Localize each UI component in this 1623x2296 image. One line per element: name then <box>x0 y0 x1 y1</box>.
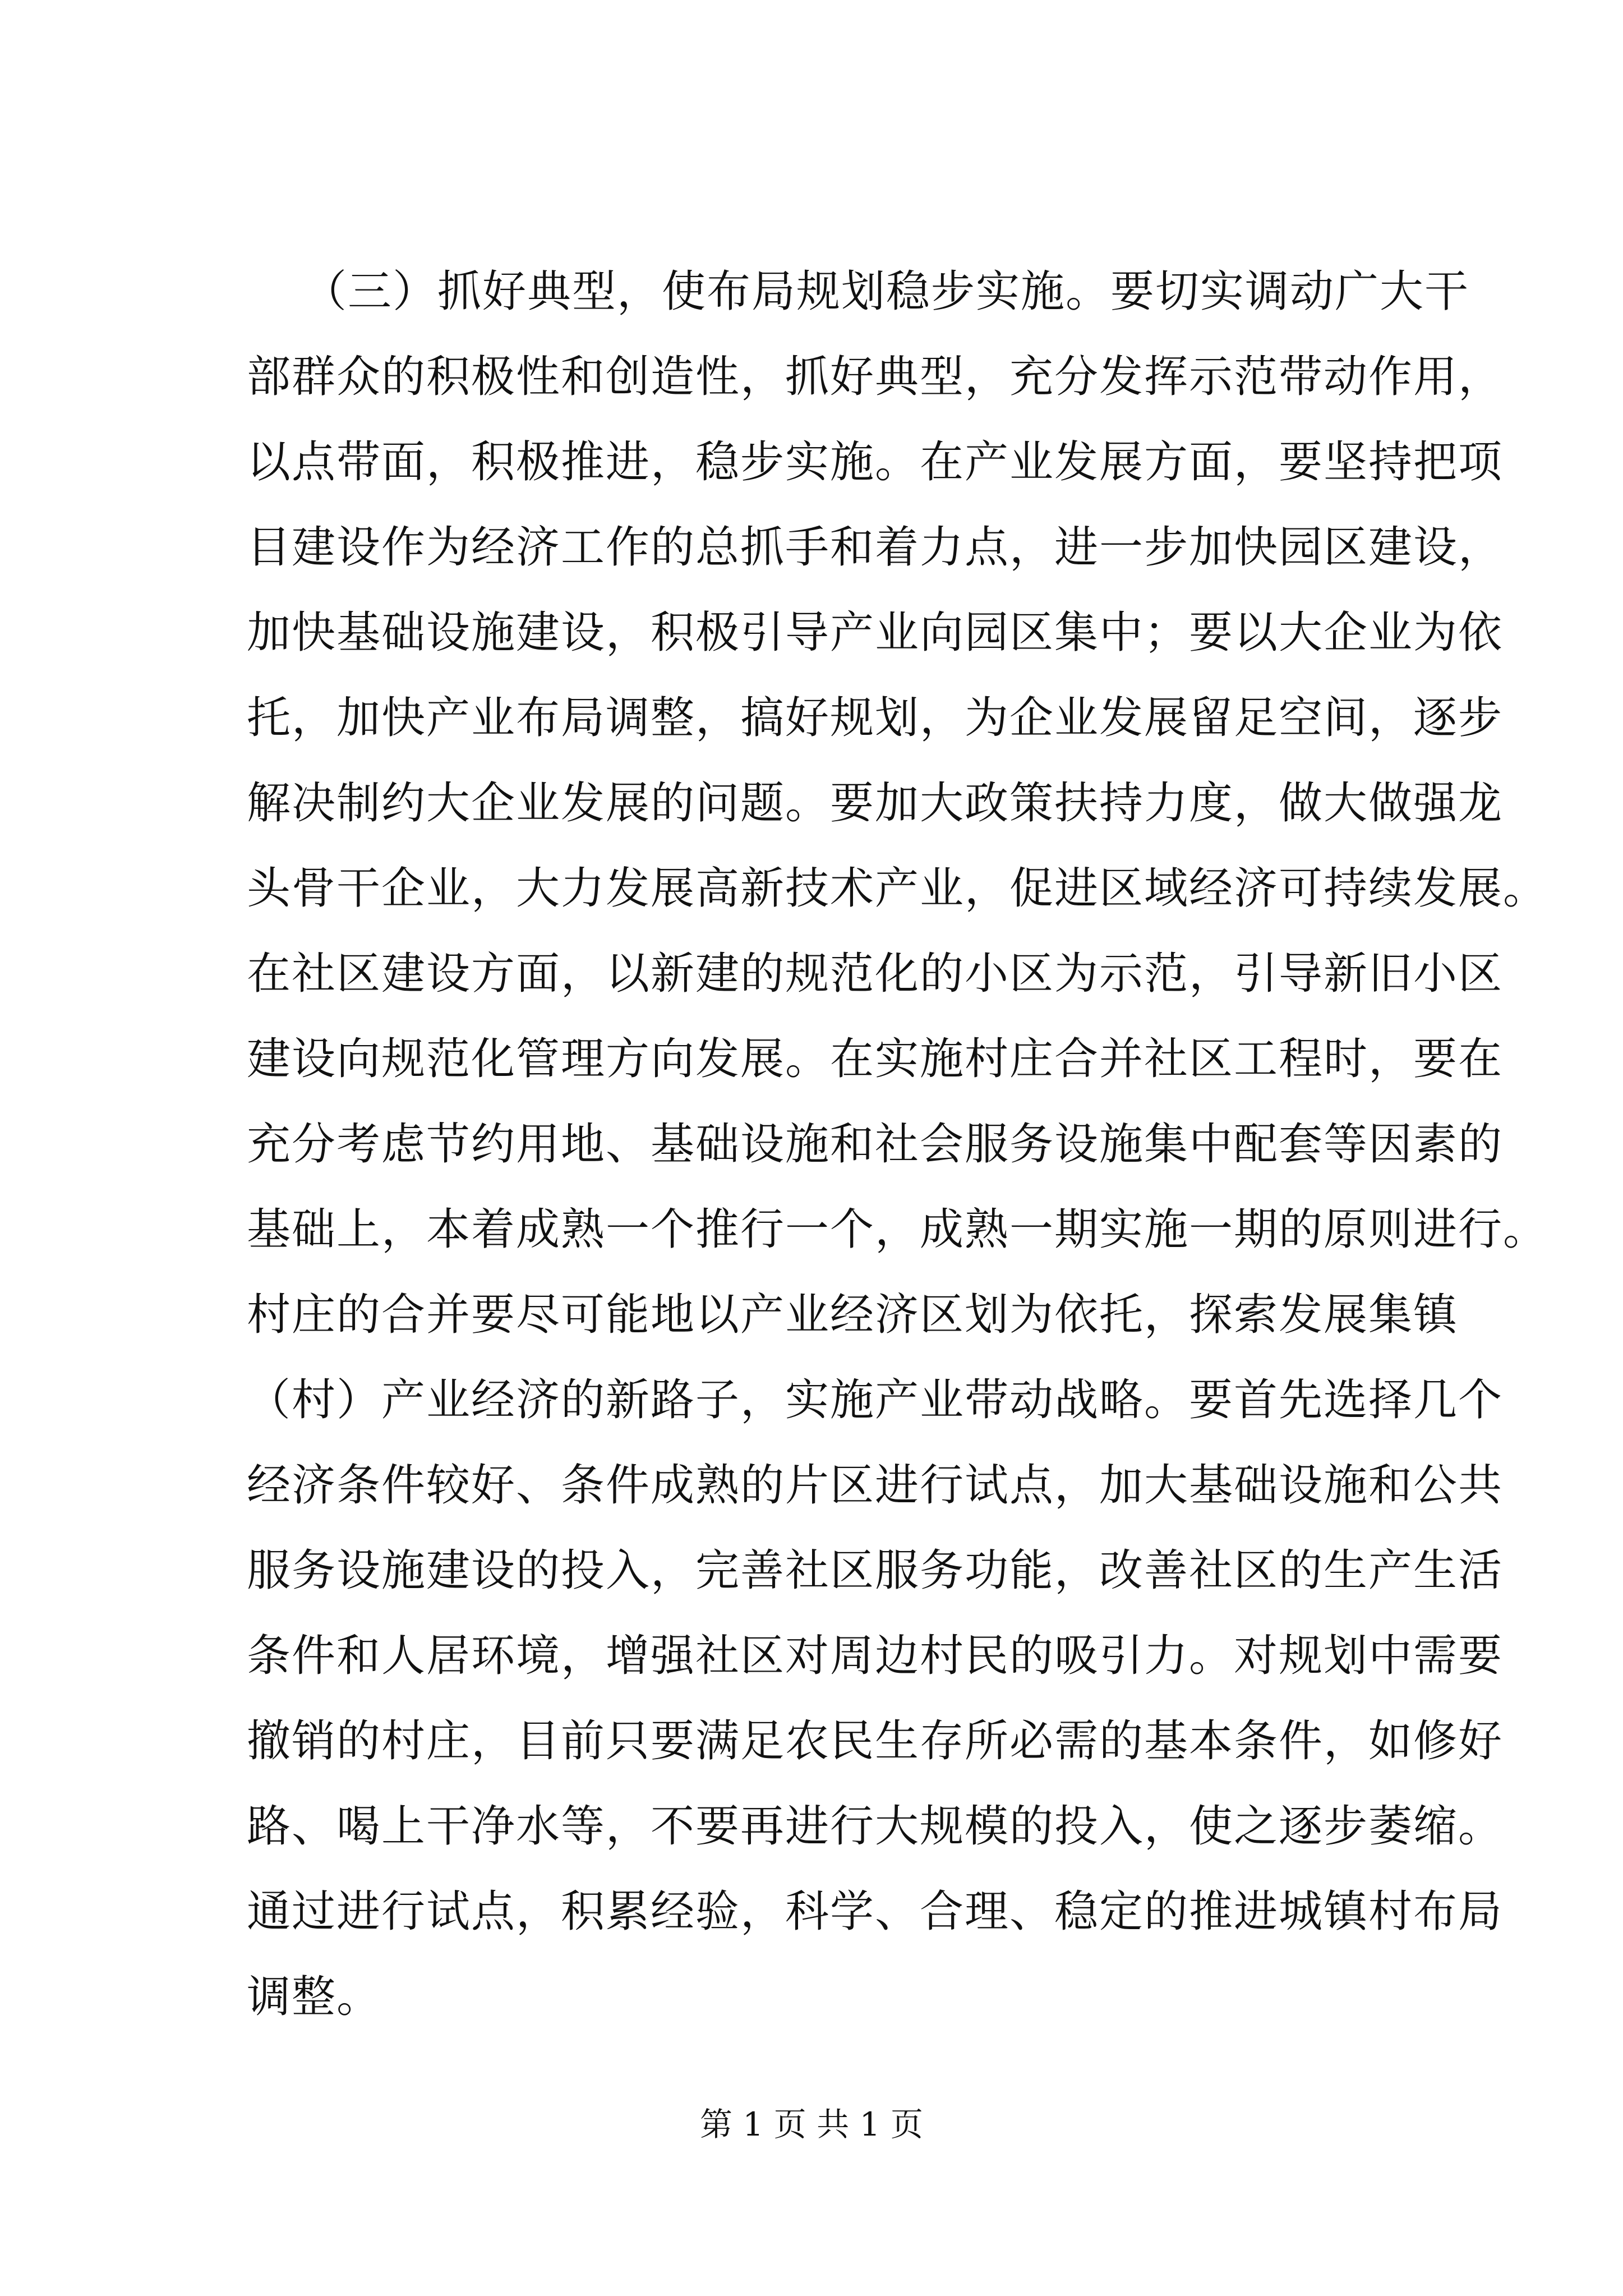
paragraph-line: 以点带面，积极推进，稳步实施。在产业发展方面，要坚持把项 <box>247 437 1504 487</box>
paragraph-line: 通过进行试点，积累经验，科学、合理、稳定的推进城镇村布局 <box>247 1887 1504 1937</box>
paragraph-line: 路、喝上干净水等，不要再进行大规模的投入，使之逐步萎缩。 <box>247 1801 1504 1852</box>
paragraph-line: 目建设作为经济工作的总抓手和着力点，进一步加快园区建设， <box>247 522 1504 573</box>
paragraph-line: 调整。 <box>247 1972 382 2022</box>
paragraph-line: 解决制约大企业发展的问题。要加大政策扶持力度，做大做强龙 <box>247 778 1504 829</box>
paragraph-line: 部群众的积极性和创造性，抓好典型，充分发挥示范带动作用， <box>247 352 1504 402</box>
paragraph-line: （村）产业经济的新路子，实施产业带动战略。要首先选择几个 <box>247 1375 1504 1425</box>
paragraph-line: 条件和人居环境，增强社区对周边村民的吸引力。对规划中需要 <box>247 1631 1504 1681</box>
paragraph-line: 托，加快产业布局调整，搞好规划，为企业发展留足空间，逐步 <box>247 693 1504 743</box>
paragraph-line: 基础上，本着成熟一个推行一个，成熟一期实施一期的原则进行。 <box>247 1204 1548 1255</box>
paragraph-line: 充分考虑节约用地、基础设施和社会服务设施集中配套等因素的 <box>247 1119 1504 1170</box>
paragraph-line: （三）抓好典型，使布局规划稳步实施。要切实调动广大干 <box>303 266 1470 317</box>
paragraph-line: 村庄的合并要尽可能地以产业经济区划为依托，探索发展集镇 <box>247 1290 1459 1340</box>
paragraph-line: 建设向规范化管理方向发展。在实施村庄合并社区工程时，要在 <box>247 1034 1504 1084</box>
paragraph-line: 经济条件较好、条件成熟的片区进行试点，加大基础设施和公共 <box>247 1460 1504 1511</box>
paragraph-line: 撤销的村庄，目前只要满足农民生存所必需的基本条件，如修好 <box>247 1716 1504 1766</box>
paragraph-line: 在社区建设方面，以新建的规范化的小区为示范，引导新旧小区 <box>247 949 1504 999</box>
paragraph-line: 头骨干企业，大力发展高新技术产业，促进区域经济可持续发展。 <box>247 863 1548 914</box>
page-footer <box>0 2105 1623 2144</box>
page-number: 第 1 页 共 1 页 <box>700 2105 923 2143</box>
paragraph-line: 加快基础设施建设，积极引导产业向园区集中；要以大企业为依 <box>247 608 1504 658</box>
paragraph-line: 服务设施建设的投入，完善社区服务功能，改善社区的生产生活 <box>247 1545 1504 1596</box>
